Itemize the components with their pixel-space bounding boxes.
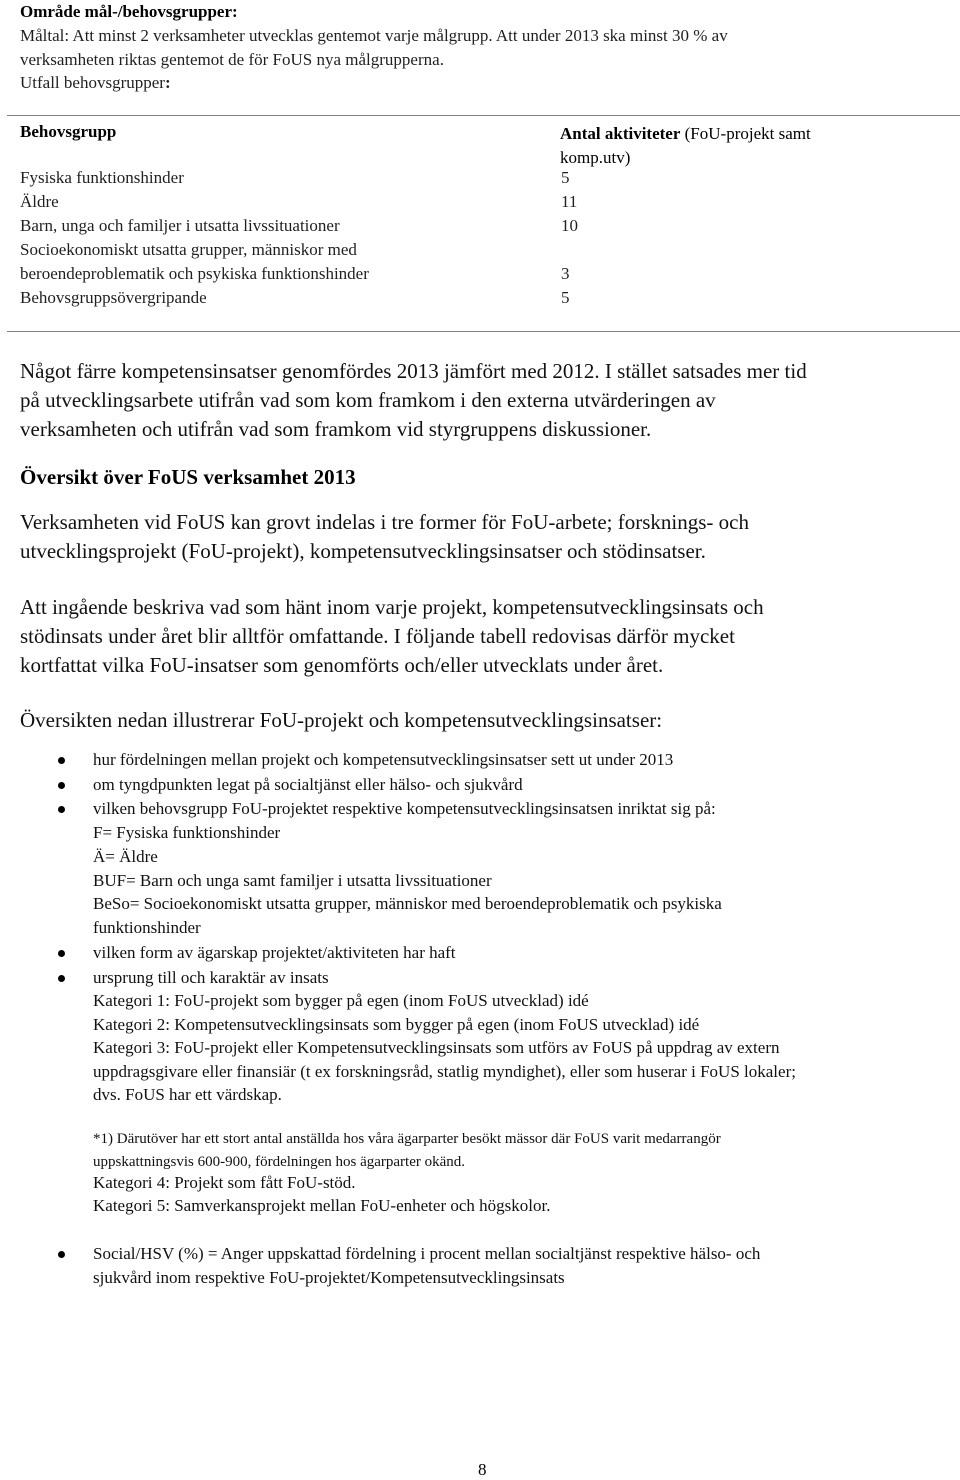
bullet-icon	[58, 975, 65, 982]
row-value: 10	[561, 216, 578, 235]
list-subline: Kategori 3: FoU-projekt eller Kompetensutvecklingsinsats som utförs av FoUS på uppdrag av extern	[93, 1038, 780, 1057]
table-header-behovsgrupp: Behovsgrupp	[20, 122, 117, 141]
list-subline: uppdragsgivare eller finansiär (t ex forskningsråd, statlig myndighet), eller som huserar i FoUS lokaler;	[93, 1062, 796, 1081]
list-subline: BUF= Barn och unga samt familjer i utsatta livssituationer	[93, 871, 492, 890]
section-title: Område mål-/behovsgrupper:	[20, 2, 238, 21]
goal-line: Måltal: Att minst 2 verksamheter utvecklas gentemot varje målgrupp. Att under 2013 ska minst 30 % av	[20, 26, 728, 45]
list-subline: Kategori 4: Projekt som fått FoU-stöd.	[93, 1173, 356, 1192]
table-bottom-rule	[7, 331, 960, 332]
goal-line: verksamheten riktas gentemot de för FoUS nya målgrupperna.	[20, 50, 444, 69]
bullet-icon	[58, 757, 65, 764]
row-value: 5	[561, 168, 570, 187]
row-value: 5	[561, 288, 570, 307]
table-header-antal: Antal aktiviteter (FoU-projekt samt komp.utv)	[560, 124, 811, 167]
list-subline: Kategori 5: Samverkansprojekt mellan FoU-enheter och högskolor.	[93, 1196, 551, 1215]
paragraph-oversikten: Översikten nedan illustrerar FoU-projekt och kompetensutvecklingsinsatser:	[20, 708, 663, 732]
row-label: Barn, unga och familjer i utsatta livssituationer	[20, 216, 340, 235]
list-subline: Ä= Äldre	[93, 847, 158, 866]
list-subline: Kategori 2: Kompetensutvecklingsinsats som bygger på egen (inom FoUS utvecklad) idé	[93, 1015, 700, 1034]
table-top-rule	[7, 115, 960, 116]
bullet-icon	[58, 782, 65, 789]
list-subline: funktionshinder	[93, 918, 201, 937]
row-value: 11	[561, 192, 578, 211]
paragraph-verksamheten: Verksamheten vid FoUS kan grovt indelas i tre former för FoU-arbete; forsknings- och utvecklingsprojekt (FoU-projekt), kompetensutvecklingsinsatser och stödinsatser.	[20, 510, 749, 563]
row-value: 3	[561, 264, 570, 283]
bullet-icon	[58, 806, 65, 813]
row-label: Äldre	[20, 192, 59, 211]
row-label: Socioekonomiskt utsatta grupper, människor med	[20, 240, 357, 259]
list-subline: F= Fysiska funktionshinder	[93, 823, 281, 842]
goal-text	[20, 24, 920, 72]
list-subline: dvs. FoUS har ett värdskap.	[93, 1085, 282, 1104]
list-subline: BeSo= Socioekonomiskt utsatta grupper, människor med beroendeproblematik och psykiska	[93, 894, 722, 913]
paragraph-beskriva: Att ingående beskriva vad som hänt inom varje projekt, kompetensutvecklingsinsats och stödinsats under året blir alltför omfattande. I följande tabell redovisas därför mycket kortfattat vilka FoU-insatser som genomförts och/eller utvecklats under året.	[20, 595, 764, 677]
list-subline: Kategori 1: FoU-projekt som bygger på egen (inom FoUS utvecklad) idé	[93, 991, 589, 1010]
bullet-icon	[58, 1251, 65, 1258]
heading-oversikt: Översikt över FoUS verksamhet 2013	[20, 465, 356, 489]
outcome-label: Utfall behovsgrupper:	[20, 73, 171, 92]
list-subline: sjukvård inom respektive FoU-projektet/Kompetensutvecklingsinsats	[93, 1268, 565, 1287]
footnote-line: *1) Därutöver har ett stort antal anställda hos våra ägarparter besökt mässor där FoUS varit medarrangör	[93, 1131, 721, 1147]
page-number: 8	[478, 1460, 487, 1479]
row-label: beroendeproblematik och psykiska funktionshinder	[20, 264, 369, 283]
paragraph-kompetensinsatser: Något färre kompetensinsatser genomfördes 2013 jämfört med 2012. I stället satsades mer tid på utvecklingsarbete utifrån vad som kom framkom i den externa utvärderingen av verksamheten och utifrån vad som framkom vid styrgruppens diskussioner.	[20, 359, 807, 441]
footnote-line: uppskattningsvis 600-900, fördelningen hos ägarparter okänd.	[93, 1154, 466, 1170]
row-label: Fysiska funktionshinder	[20, 168, 184, 187]
row-label: Behovsgruppsövergripande	[20, 288, 207, 307]
bullet-icon	[58, 950, 65, 957]
